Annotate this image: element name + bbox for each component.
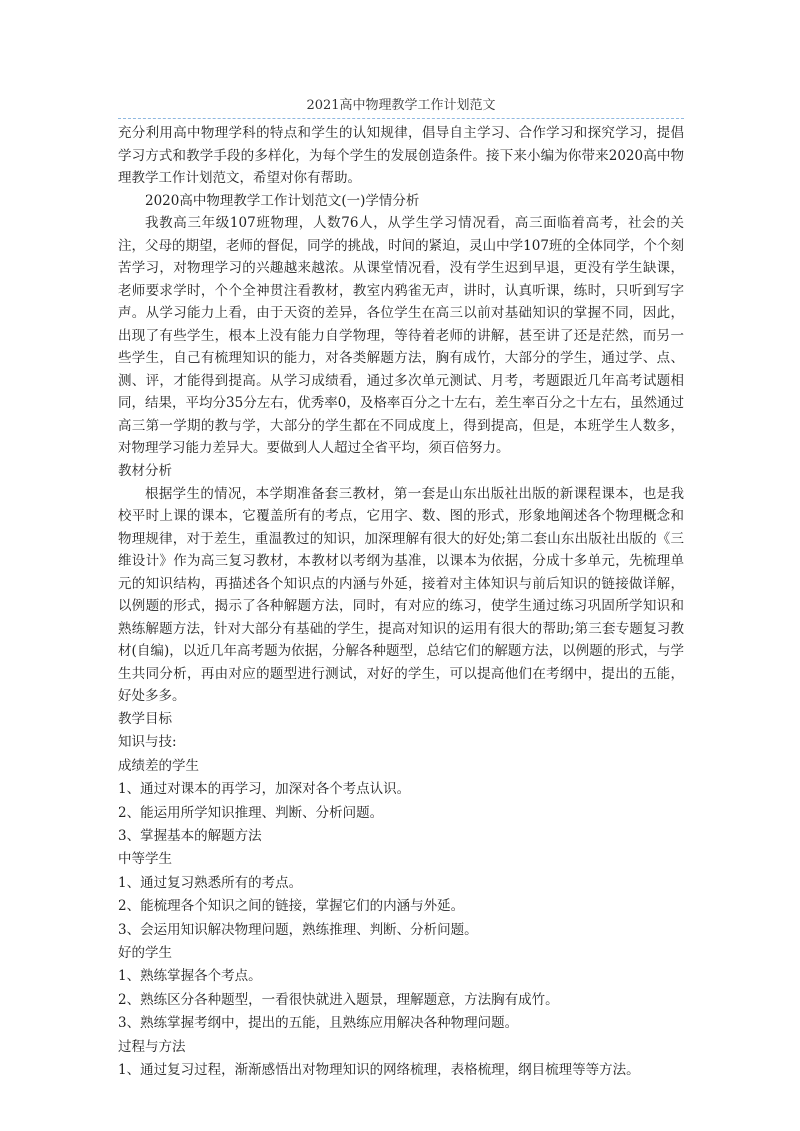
intro-paragraph: 充分利用高中物理学科的特点和学生的认知规律，倡导自主学习、合作学习和探究学习，提倡学习方式和教学手段的多样化，为每个学生的发展创造条件。接下来小编为你带来2020高中物理教学工作计划范文，希望对你有帮助。 [118,125,684,186]
list-item: 1、通过复习熟悉所有的考点。 [118,874,303,891]
list-item: 1、熟练掌握各个考点。 [118,968,262,985]
knowledge-heading: 知识与技: [118,734,177,751]
section-title: 2020高中物理教学工作计划范文(一)学情分析 [145,192,420,209]
list-item: 2、熟练区分各种题型，一看很快就进入题景，理解题意，方法胸有成竹。 [118,991,559,1008]
document-page [118,98,684,1082]
material-analysis-paragraph: 根据学生的情况，本学期准备套三教材，第一套是山东出版社出版的新课程课本，也是我校平时上课的课本，它覆盖所有的考点，它用字、数、图的形式，形象地阐述各个物理概念和物理规律，对于差生，重温教过的知识，加深理解有很大的好处;第二套山东出版社出版的《三维设计》作为高三复习教材，本教材以考纲为基准，以课本为依据，分成十多单元，先梳理单元的知识结构，再描述各个知识点的内涵与外延，接着对主体知识与前后知识的链接做详解，以例题的形式，揭示了各种解题方法，同时，有对应的练习，使学生通过练习巩固所学知识和熟练解题方法，针对大部分有基础的学生，提高对知识的运用有很大的帮助;第三套专题复习教材(自编)，以近几年高考题为依据，分解各种题型，总结它们的解题方法，以例题的形式，与学生共同分析，再由对应的题型进行测试，对好的学生，可以提高他们在考纲中，提出的五能，好处多多。 [118,485,684,705]
list-item: 3、掌握基本的解题方法 [118,827,262,844]
list-item: 1、通过复习过程，渐渐感悟出对物理知识的网络梳理，表格梳理，纲目梳理等等方法。 [118,1062,640,1078]
student-analysis-paragraph: 我教高三年级107班物理，人数76人，从学生学习情况看，高三面临着高考，社会的关注，父母的期望，老师的督促，同学的挑战，时间的紧迫，灵山中学107班的全体同学，个个刻苦学习，对物理学习的兴趣越来越浓。从课堂情况看，没有学生迟到早退，更没有学生缺课，老师要求学时，个个全神贯注看教材，教室内鸦雀无声，讲时，认真听课，练时，只听到写字声。从学习能力上看，由于天资的差异，各位学生在高三以前对基础知识的掌握不同，因此，出现了有些学生，根本上没有能力自学物理，等待着老师的讲解，甚至讲了还是茫然，而另一些学生，自己有梳理知识的能力，对各类解题方法，胸有成竹，大部分的学生，通过学、点、测、评，才能得到提高。从学习成绩看，通过多次单元测试、月考，考题跟近几年高考试题相同，结果，平均分35分左右，优秀率0，及格率百分之十左右，差生率百分之十左右，虽然通过高三第一学期的教与学，大部分的学生都在不同成度上，得到提高，但是，本班学生人数多，对物理学习能力差异大。要做到人人超过全省平均，须百倍努力。 [118,215,684,456]
weak-students-heading: 成绩差的学生 [118,757,199,774]
title-divider [118,118,684,119]
list-item: 2、能运用所学知识推理、判断、分析问题。 [118,804,384,821]
list-item: 3、熟练掌握考纲中，提出的五能，且熟练应用解决各种物理问题。 [118,1015,519,1032]
list-item: 2、能梳理各个知识之间的链接，掌握它们的内涵与外延。 [118,898,465,915]
page-title: 2021高中物理教学工作计划范文 [306,98,496,113]
list-item: 1、通过对课本的再学习，加深对各个考点认识。 [118,781,411,798]
material-heading: 教材分析 [118,462,172,479]
list-item: 3、会运用知识解决物理问题，熟练推理、判断、分析问题。 [118,921,478,938]
good-students-heading: 好的学生 [118,944,172,961]
process-heading: 过程与方法 [118,1038,186,1055]
goals-heading: 教学目标 [118,710,172,727]
middle-students-heading: 中等学生 [118,851,172,868]
